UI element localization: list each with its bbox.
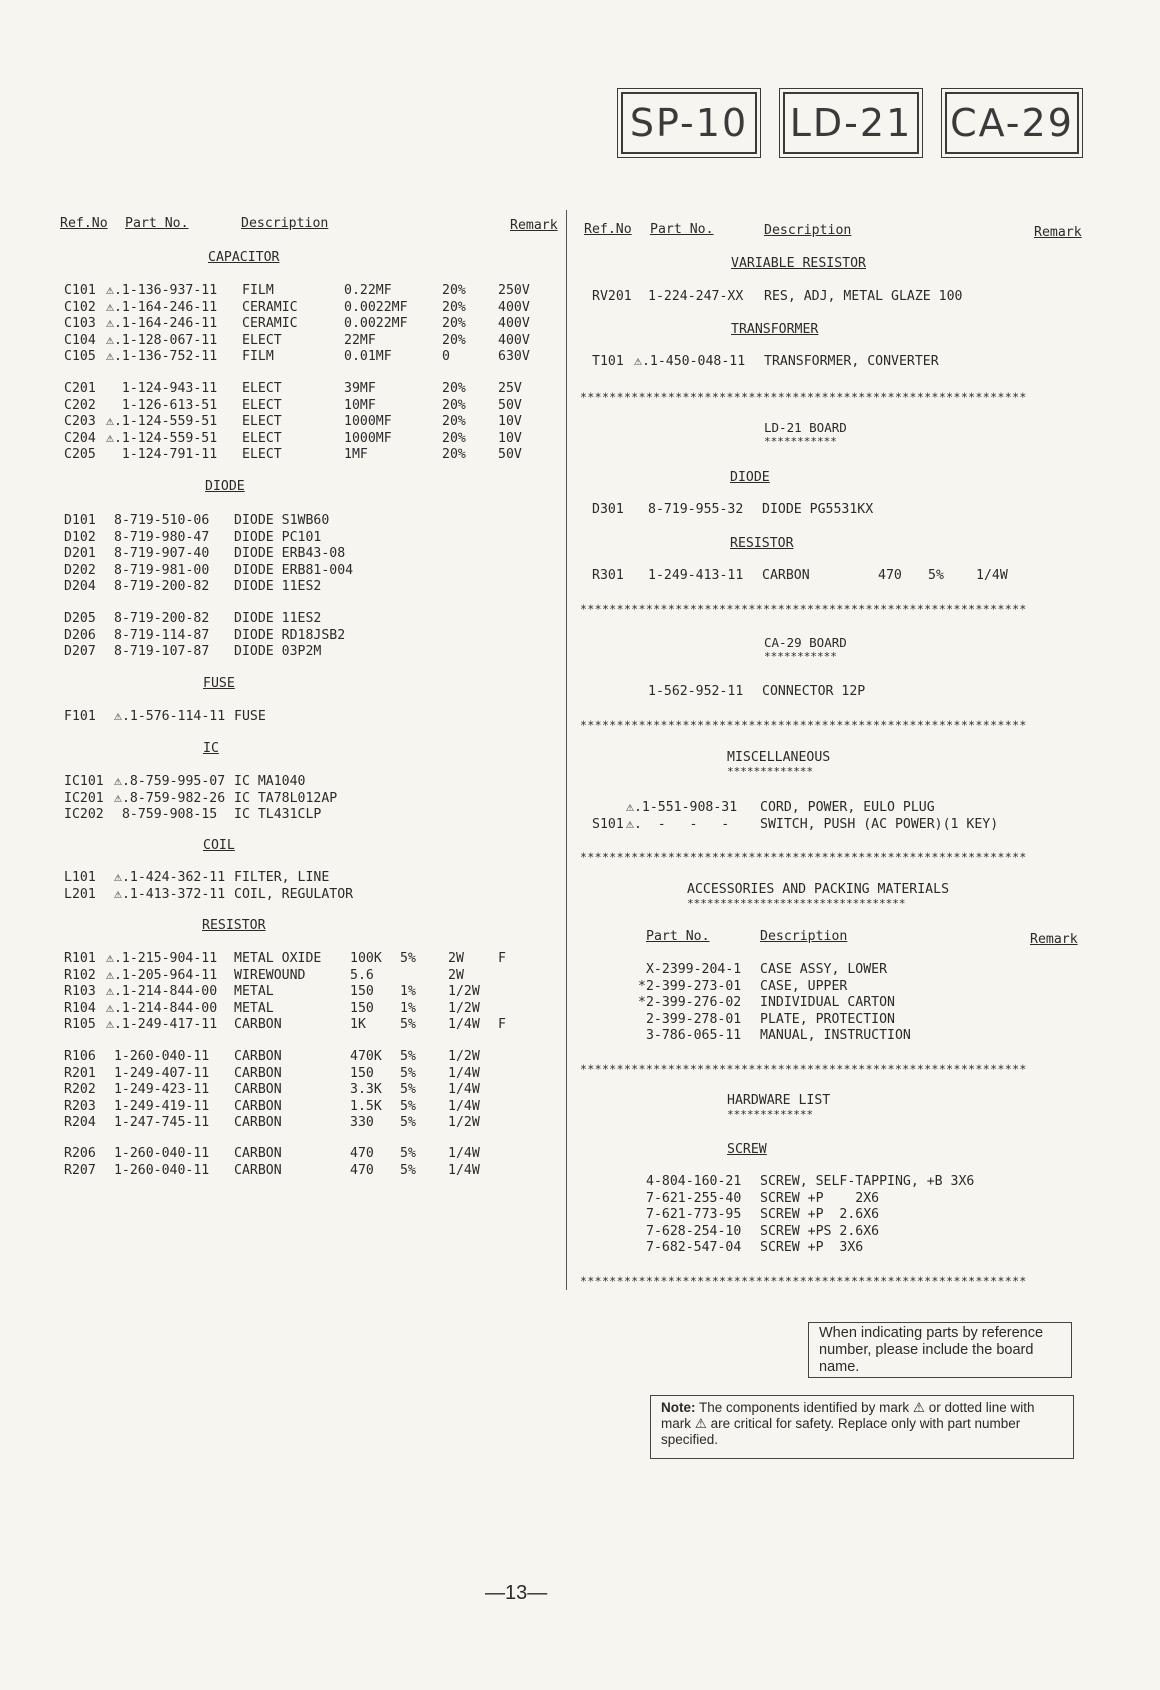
ref-cell: D301 xyxy=(592,502,624,517)
section-title-screw: SCREW xyxy=(727,1142,767,1157)
part-cell: 1-247-745-11 xyxy=(106,1115,210,1130)
part-cell: 1-224-247-XX xyxy=(648,289,744,304)
section-title-transformer: TRANSFORMER xyxy=(731,322,819,337)
star-separator: ************************************************************* xyxy=(580,1274,1027,1288)
ref-cell: R202 xyxy=(64,1082,96,1097)
ref-cell: D206 xyxy=(64,627,96,643)
tolerance-cell: 5% xyxy=(400,1146,416,1161)
tolerance-cell: 20% xyxy=(442,299,466,315)
part-cell: ⚠.1-164-246-11 xyxy=(106,316,218,331)
desc-cell: WIREWOUND xyxy=(234,967,306,983)
section-title-fuse: FUSE xyxy=(203,676,235,691)
note-text: The components identified by mark ⚠ or dotted line with mark ⚠ are critical for safety. Replace only with part number specified. xyxy=(661,1400,1035,1447)
ref-cell: C103 xyxy=(64,316,96,331)
value-cell: 470K xyxy=(350,1049,382,1064)
board-title-ca29-underline: *********** xyxy=(764,650,837,663)
rating-cell: 2W xyxy=(448,967,464,983)
desc-cell: CARBON xyxy=(234,1162,282,1178)
board-title-ld21-underline: *********** xyxy=(764,435,837,448)
ref-cell: D207 xyxy=(64,644,96,659)
right-header-part: Part No. xyxy=(650,222,714,237)
rating-cell: 250V xyxy=(498,283,530,298)
section-title-misc: MISCELLANEOUS xyxy=(727,750,831,765)
table-row xyxy=(648,684,866,701)
desc-cell: CORD, POWER, EULO PLUG xyxy=(760,800,935,815)
rating-cell: 630V xyxy=(498,349,530,364)
tolerance-cell: 5% xyxy=(400,1162,416,1178)
desc-cell: CERAMIC xyxy=(242,316,298,331)
part-cell: 1-562-952-11 xyxy=(648,684,744,699)
desc-cell: DIODE 11ES2 xyxy=(234,579,322,594)
star-separator: ************************************************************* xyxy=(580,850,1027,864)
part-cell: 7-628-254-10 xyxy=(646,1223,742,1239)
ref-cell: L201 xyxy=(64,886,96,902)
part-cell: ⚠.1-576-114-11 xyxy=(114,709,226,724)
ref-cell: R206 xyxy=(64,1146,96,1161)
model-box-sp10: SP-10 xyxy=(621,92,757,154)
part-cell: 1-260-040-11 xyxy=(106,1162,210,1178)
board-title-ld21: LD-21 BOARD xyxy=(764,420,847,435)
part-cell: 1-249-413-11 xyxy=(648,568,744,583)
part-cell: 8-719-114-87 xyxy=(114,627,210,643)
tolerance-cell: 5% xyxy=(928,568,944,583)
rating-cell: 50V xyxy=(498,447,522,462)
section-title-diode: DIODE xyxy=(205,479,245,494)
ref-cell: D205 xyxy=(64,611,96,626)
desc-cell: CARBON xyxy=(234,1017,282,1032)
desc-cell: METAL xyxy=(234,1000,274,1016)
left-header-ref: Ref.No xyxy=(60,216,108,231)
ref-cell: R103 xyxy=(64,984,96,999)
part-cell: *2-399-273-01 xyxy=(638,978,742,994)
ref-cell: R105 xyxy=(64,1017,96,1032)
desc-cell: COIL, REGULATOR xyxy=(234,886,354,902)
value-cell: 5.6 xyxy=(350,967,374,983)
part-cell: ⚠.8-759-995-07 xyxy=(114,774,226,789)
rating-cell: 400V xyxy=(498,316,530,331)
part-cell: ⚠.8-759-982-26 xyxy=(114,790,226,806)
desc-cell: CERAMIC xyxy=(242,299,298,315)
part-cell: ⚠.1-164-246-11 xyxy=(106,299,218,315)
ref-cell: R104 xyxy=(64,1000,96,1016)
part-cell: 8-719-907-40 xyxy=(114,546,210,561)
rating-cell: 50V xyxy=(498,397,522,413)
ref-cell: IC101 xyxy=(64,774,104,789)
desc-cell: SCREW +P 3X6 xyxy=(760,1240,864,1255)
desc-cell: DIODE 03P2M xyxy=(234,644,322,659)
model-box-ca29: CA-29 xyxy=(945,92,1079,154)
value-cell: 470 xyxy=(878,568,902,583)
part-cell: ⚠.1-205-964-11 xyxy=(106,967,218,983)
part-cell: 7-621-773-95 xyxy=(646,1207,742,1222)
section-title-resistor: RESISTOR xyxy=(202,918,266,933)
part-cell: 8-719-107-87 xyxy=(114,644,210,659)
star-separator: ************************************************************* xyxy=(580,1062,1027,1076)
tolerance-cell: 20% xyxy=(442,447,466,462)
remark-cell: F xyxy=(498,1017,506,1032)
part-cell: 4-804-160-21 xyxy=(646,1174,742,1189)
desc-cell: RES, ADJ, METAL GLAZE 100 xyxy=(764,289,963,304)
part-cell: ⚠.1-214-844-00 xyxy=(106,1000,218,1016)
ref-cell: R204 xyxy=(64,1115,96,1130)
tolerance-cell: 5% xyxy=(400,1082,416,1097)
desc-cell: PLATE, PROTECTION xyxy=(760,1011,895,1027)
value-cell: 1000MF xyxy=(344,414,392,429)
desc-cell: TRANSFORMER, CONVERTER xyxy=(764,354,939,369)
ref-cell: IC201 xyxy=(64,790,104,806)
rating-cell: 1/2W xyxy=(448,1000,480,1016)
ref-cell: C205 xyxy=(64,447,96,462)
desc-cell: DIODE 11ES2 xyxy=(234,611,322,626)
value-cell: 0.01MF xyxy=(344,349,392,364)
value-cell: 39MF xyxy=(344,381,376,396)
rating-cell: 1/2W xyxy=(448,1115,480,1130)
table-row xyxy=(592,502,874,519)
star-separator: ************************************************************* xyxy=(580,602,1027,616)
part-cell: 1-249-419-11 xyxy=(106,1098,210,1114)
ref-cell: C104 xyxy=(64,332,96,348)
reference-note-box: When indicating parts by reference number, please include the board name. xyxy=(808,1322,1072,1378)
tolerance-cell: 5% xyxy=(400,1017,416,1032)
desc-cell: DIODE ERB81-004 xyxy=(234,562,354,578)
part-cell: 1-260-040-11 xyxy=(106,1049,210,1064)
ref-cell: D204 xyxy=(64,579,96,594)
desc-cell: IC MA1040 xyxy=(234,774,306,789)
part-cell: ⚠.1-413-372-11 xyxy=(114,886,226,902)
value-cell: 1K xyxy=(350,1017,366,1032)
desc-cell: CARBON xyxy=(234,1049,282,1064)
part-cell: ⚠.1-128-067-11 xyxy=(106,332,218,348)
rating-cell: 400V xyxy=(498,299,530,315)
ref-cell: RV201 xyxy=(592,289,632,304)
value-cell: 1.5K xyxy=(350,1098,382,1114)
section-title-accessories: ACCESSORIES AND PACKING MATERIALS xyxy=(687,882,950,897)
star-separator: ************************************************************* xyxy=(580,718,1027,732)
part-cell: ⚠.1-136-752-11 xyxy=(106,349,218,364)
value-cell: 470 xyxy=(350,1146,374,1161)
desc-cell: CONNECTOR 12P xyxy=(762,684,866,699)
tolerance-cell: 20% xyxy=(442,381,466,396)
rating-cell: 10V xyxy=(498,430,522,446)
ref-cell: R101 xyxy=(64,951,96,966)
ref-cell: L101 xyxy=(64,870,96,885)
table-row xyxy=(592,568,1008,585)
board-title-ca29: CA-29 BOARD xyxy=(764,635,847,650)
left-header-remark: Remark xyxy=(510,218,558,233)
desc-cell: SCREW +PS 2.6X6 xyxy=(760,1223,880,1239)
section-title-accessories-underline: ********************************* xyxy=(687,897,906,910)
part-cell: ⚠. - - - xyxy=(626,816,730,832)
rating-cell: 25V xyxy=(498,381,522,396)
part-cell: 1-126-613-51 xyxy=(106,397,218,413)
desc-cell: INDIVIDUAL CARTON xyxy=(760,995,895,1010)
desc-cell: SCREW, SELF-TAPPING, +B 3X6 xyxy=(760,1174,975,1189)
page-number: —13— xyxy=(485,1582,548,1604)
part-cell: ⚠.1-124-559-51 xyxy=(106,414,218,429)
part-cell: 8-759-908-15 xyxy=(114,807,218,822)
value-cell: 150 xyxy=(350,1000,374,1016)
value-cell: 0.22MF xyxy=(344,283,392,298)
note-label: Note: xyxy=(661,1400,696,1415)
desc-cell: SCREW +P 2X6 xyxy=(760,1190,880,1206)
ref-cell: D101 xyxy=(64,513,96,528)
model-box-ld21: LD-21 xyxy=(783,92,919,154)
ref-cell: S101 xyxy=(592,816,624,832)
section-title-variable-resistor: VARIABLE RESISTOR xyxy=(731,256,866,271)
desc-cell: CARBON xyxy=(234,1082,282,1097)
column-divider xyxy=(566,210,567,1290)
rating-cell: 1/4W xyxy=(448,1098,480,1114)
acc-header-remark: Remark xyxy=(1030,932,1078,947)
ref-cell: C102 xyxy=(64,299,96,315)
section-title-ic: IC xyxy=(203,741,219,756)
rating-cell: 10V xyxy=(498,414,522,429)
tolerance-cell: 1% xyxy=(400,1000,416,1016)
tolerance-cell: 0 xyxy=(442,349,450,364)
part-cell: 1-260-040-11 xyxy=(106,1146,210,1161)
value-cell: 150 xyxy=(350,1065,374,1081)
tolerance-cell: 1% xyxy=(400,984,416,999)
tolerance-cell: 20% xyxy=(442,283,466,298)
part-cell: 1-124-943-11 xyxy=(106,381,218,396)
tolerance-cell: 20% xyxy=(442,414,466,429)
part-cell: 8-719-200-82 xyxy=(114,579,210,594)
ref-cell: C204 xyxy=(64,430,96,446)
rating-cell: 2W xyxy=(448,951,464,966)
ref-cell: T101 xyxy=(592,354,624,369)
acc-header-part: Part No. xyxy=(646,929,710,944)
desc-cell: SCREW +P 2.6X6 xyxy=(760,1207,880,1222)
value-cell: 3.3K xyxy=(350,1082,382,1097)
rating-cell: 1/4W xyxy=(448,1162,480,1178)
part-cell: 8-719-510-06 xyxy=(114,513,210,528)
part-cell: 2-399-278-01 xyxy=(638,1011,742,1027)
section-title-misc-underline: ************* xyxy=(727,765,814,778)
rating-cell: 1/4W xyxy=(448,1065,480,1081)
value-cell: 330 xyxy=(350,1115,374,1130)
left-header-desc: Description xyxy=(241,216,329,231)
part-cell: 1-249-407-11 xyxy=(106,1065,210,1081)
desc-cell: ELECT xyxy=(242,447,282,462)
tolerance-cell: 20% xyxy=(442,397,466,413)
ref-cell: R201 xyxy=(64,1065,96,1081)
desc-cell: CARBON xyxy=(234,1146,282,1161)
desc-cell: DIODE S1WB60 xyxy=(234,513,330,528)
section-title-hardware-underline: ************* xyxy=(727,1108,814,1121)
value-cell: 100K xyxy=(350,951,382,966)
desc-cell: IC TA78L012AP xyxy=(234,790,338,806)
desc-cell: MANUAL, INSTRUCTION xyxy=(760,1028,911,1043)
tolerance-cell: 20% xyxy=(442,316,466,331)
desc-cell: METAL xyxy=(234,984,274,999)
desc-cell: DIODE RD18JSB2 xyxy=(234,627,346,643)
right-header-ref: Ref.No xyxy=(584,222,632,237)
desc-cell: CARBON xyxy=(234,1098,282,1114)
part-cell: ⚠.1-249-417-11 xyxy=(106,1017,218,1032)
desc-cell: FILM xyxy=(242,349,274,364)
right-header-remark: Remark xyxy=(1034,225,1082,240)
part-cell: 8-719-200-82 xyxy=(114,611,210,626)
desc-cell: DIODE PC101 xyxy=(234,529,322,545)
left-header-part: Part No. xyxy=(125,216,189,231)
desc-cell: ELECT xyxy=(242,414,282,429)
desc-cell: IC TL431CLP xyxy=(234,807,322,822)
section-title-diode-ld21: DIODE xyxy=(730,470,770,485)
part-cell: ⚠.1-424-362-11 xyxy=(114,870,226,885)
desc-cell: CARBON xyxy=(234,1115,282,1130)
ref-cell: D102 xyxy=(64,529,96,545)
tolerance-cell: 5% xyxy=(400,1115,416,1130)
right-header-desc: Description xyxy=(764,223,852,238)
rating-cell: 1/4W xyxy=(448,1082,480,1097)
desc-cell: CARBON xyxy=(762,568,810,583)
safety-note-box xyxy=(650,1395,1074,1459)
ref-cell: R203 xyxy=(64,1098,96,1114)
ref-cell: R207 xyxy=(64,1162,96,1178)
desc-cell: CASE, UPPER xyxy=(760,978,848,994)
tolerance-cell: 5% xyxy=(400,1098,416,1114)
remark-cell: F xyxy=(498,951,506,966)
rating-cell: 1/2W xyxy=(448,984,480,999)
acc-header-desc: Description xyxy=(760,929,848,944)
ref-cell: C202 xyxy=(64,397,96,413)
ref-cell: D202 xyxy=(64,562,96,578)
value-cell: 22MF xyxy=(344,332,376,348)
tolerance-cell: 5% xyxy=(400,951,416,966)
part-cell: ⚠.1-215-904-11 xyxy=(106,951,218,966)
part-cell: ⚠.1-551-908-31 xyxy=(626,800,738,815)
value-cell: 150 xyxy=(350,984,374,999)
ref-cell: C105 xyxy=(64,349,96,364)
desc-cell: METAL OXIDE xyxy=(234,951,322,966)
ref-cell: R301 xyxy=(592,568,624,583)
desc-cell: ELECT xyxy=(242,430,282,446)
value-cell: 0.0022MF xyxy=(344,299,408,315)
ref-cell: C101 xyxy=(64,283,96,298)
rating-cell: 1/4W xyxy=(976,568,1008,583)
part-cell: ⚠.1-124-559-51 xyxy=(106,430,218,446)
ref-cell: R102 xyxy=(64,967,96,983)
part-cell: ⚠.1-136-937-11 xyxy=(106,283,218,298)
tolerance-cell: 5% xyxy=(400,1065,416,1081)
part-cell: 7-621-255-40 xyxy=(646,1190,742,1206)
part-cell: 3-786-065-11 xyxy=(638,1028,742,1043)
value-cell: 0.0022MF xyxy=(344,316,408,331)
rating-cell: 400V xyxy=(498,332,530,348)
desc-cell: ELECT xyxy=(242,332,282,348)
value-cell: 10MF xyxy=(344,397,376,413)
rating-cell: 1/4W xyxy=(448,1146,480,1161)
desc-cell: DIODE PG5531KX xyxy=(762,502,874,517)
desc-cell: SWITCH, PUSH (AC POWER)(1 KEY) xyxy=(760,816,999,832)
star-separator: ************************************************************* xyxy=(580,390,1027,404)
rating-cell: 1/4W xyxy=(448,1017,480,1032)
desc-cell: CASE ASSY, LOWER xyxy=(760,962,888,977)
part-cell: ⚠.1-450-048-11 xyxy=(634,354,746,369)
table-row xyxy=(592,354,939,371)
ref-cell: D201 xyxy=(64,546,96,561)
part-cell: 1-249-423-11 xyxy=(106,1082,210,1097)
table-row xyxy=(592,289,963,306)
value-cell: 1MF xyxy=(344,447,368,462)
section-title-coil: COIL xyxy=(203,838,235,853)
ref-cell: R106 xyxy=(64,1049,96,1064)
desc-cell: FILM xyxy=(242,283,274,298)
ref-cell: C203 xyxy=(64,414,96,429)
part-cell: 7-682-547-04 xyxy=(646,1240,742,1255)
model-header xyxy=(621,92,1086,158)
desc-cell: ELECT xyxy=(242,381,282,396)
value-cell: 470 xyxy=(350,1162,374,1178)
section-title-resistor-ld21: RESISTOR xyxy=(730,536,794,551)
ref-cell: F101 xyxy=(64,709,96,724)
ref-cell: IC202 xyxy=(64,807,104,822)
desc-cell: CARBON xyxy=(234,1065,282,1081)
part-cell: 8-719-981-00 xyxy=(114,562,210,578)
part-cell: 8-719-980-47 xyxy=(114,529,210,545)
value-cell: 1000MF xyxy=(344,430,392,446)
part-cell: 1-124-791-11 xyxy=(106,447,218,462)
section-title-capacitor: CAPACITOR xyxy=(208,250,280,265)
rating-cell: 1/2W xyxy=(448,1049,480,1064)
section-title-hardware: HARDWARE LIST xyxy=(727,1093,831,1108)
part-cell: 8-719-955-32 xyxy=(648,502,744,517)
tolerance-cell: 5% xyxy=(400,1049,416,1064)
desc-cell: ELECT xyxy=(242,397,282,413)
part-cell: *2-399-276-02 xyxy=(638,995,742,1010)
tolerance-cell: 20% xyxy=(442,430,466,446)
part-cell: X-2399-204-1 xyxy=(638,962,742,977)
tolerance-cell: 20% xyxy=(442,332,466,348)
part-cell: ⚠.1-214-844-00 xyxy=(106,984,218,999)
ref-cell: C201 xyxy=(64,381,96,396)
desc-cell: FILTER, LINE xyxy=(234,870,330,885)
desc-cell: FUSE xyxy=(234,709,266,724)
desc-cell: DIODE ERB43-08 xyxy=(234,546,346,561)
